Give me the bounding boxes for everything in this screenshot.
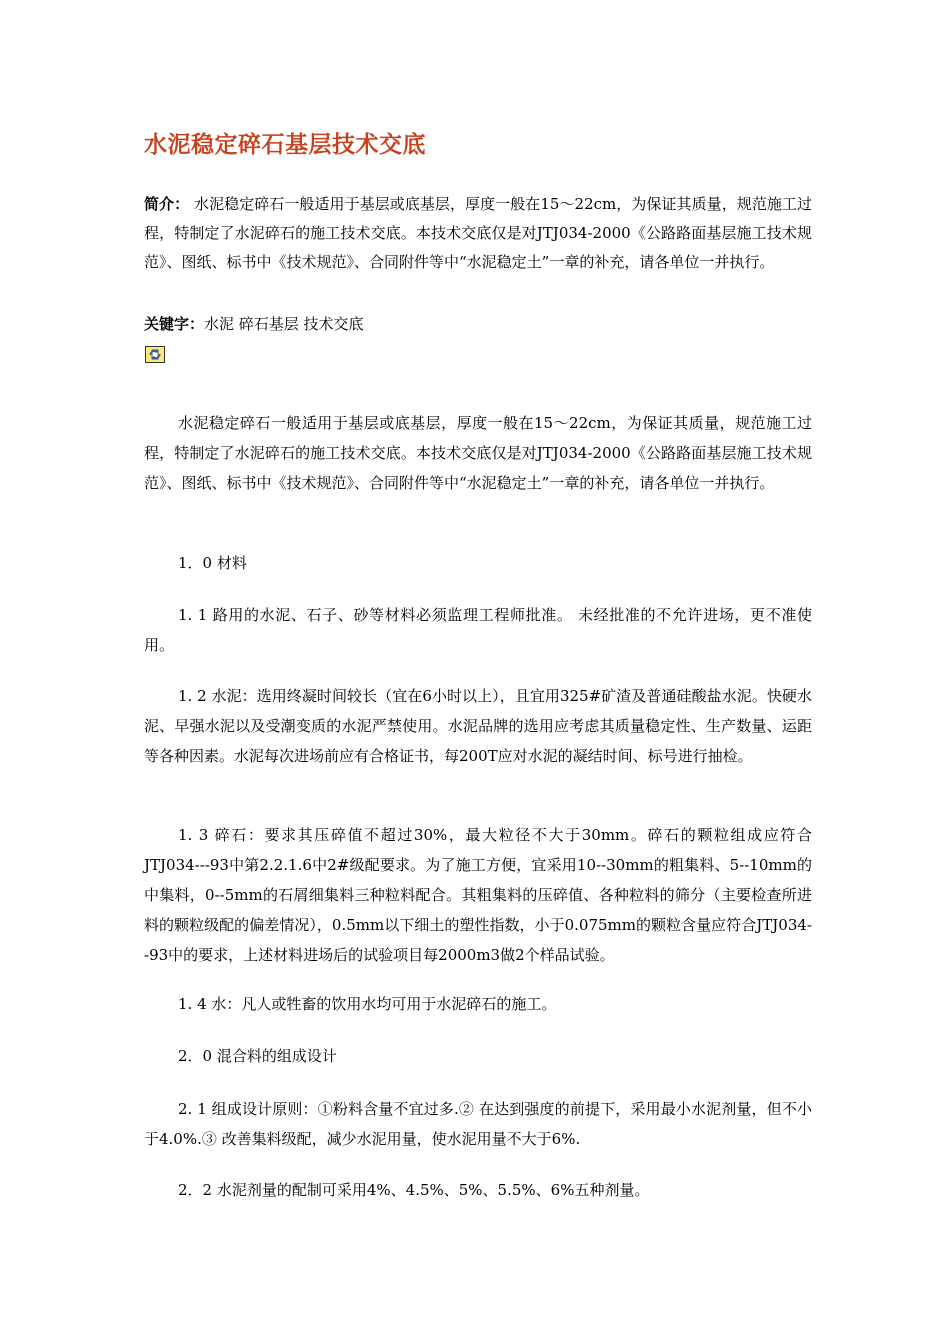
keywords — [144, 310, 812, 339]
paragraph-1-1: 1. 1 路用的水泥、石子、砂等材料必须监理工程师批准。 未经批准的不允许进场，更不准使用。 — [144, 606, 812, 654]
page-title: 水泥稳定碎石基层技术交底 — [144, 132, 426, 158]
document-link-icon[interactable] — [145, 346, 165, 363]
section-heading-materials: 1．0 材料 — [178, 554, 247, 572]
paragraph-1-3-gravel: 1. 3 碎石：要求其压碎值不超过30%，最大粒径不大于30mm。碎石的颗粒组成应符合JTJ034---93中第2.2.1.6中2#级配要求。为了施工方便，宜采用10--30mm的粗集料、5--10mm的中集料，0--5mm的石屑细集料三种粒料配合。其粗集料的压碎值、各种粒料的筛分（主要检查所进料的颗粒级配的偏差情况），0.5mm以下细土的塑性指数，小于0.075mm的颗粒含量应符合JTJ034--93中的要求，上述材料进场后的试验项目每2000m3做2个样品试验。 — [144, 826, 812, 964]
section-heading-mix-design: 2．0 混合料的组成设计 — [178, 1047, 337, 1065]
paragraph-1-2-cement: 1. 2 水泥：选用终凝时间较长（宜在6小时以上），且宜用325#矿渣及普通硅酸盐水泥。快硬水泥、早强水泥以及受潮变质的水泥严禁使用。水泥品牌的选用应考虑其质量稳定性、生产数量、运距等各种因素。水泥每次进场前应有合格证书，每200T应对水泥的凝结时间、标号进行抽检。 — [144, 687, 812, 765]
intro-paragraph: 水泥稳定碎石一般适用于基层或底基层，厚度一般在15～22cm，为保证其质量，规范施工过程，特制定了水泥碎石的施工技术交底。本技术交底仅是对JTJ034-2000《公路路面基层施工技术规范》、图纸、标书中《技术规范》、合同附件等中“水泥稳定土”一章的补充，请各单位一并执行。 — [144, 414, 812, 492]
summary-label: 简介： — [144, 195, 190, 213]
keywords-label: 关键字： — [144, 315, 205, 333]
document-link-icon-graphic — [146, 347, 164, 362]
paragraph-2-2: 2．2 水泥剂量的配制可采用4%、4.5%、5%、5.5%、6%五种剂量。 — [178, 1181, 650, 1199]
summary-text: 水泥稳定碎石一般适用于基层或底基层，厚度一般在15～22cm，为保证其质量，规范施工过程，特制定了水泥碎石的施工技术交底。本技术交底仅是对JTJ034-2000《公路路面基层施工技术规范》、图纸、标书中《技术规范》、合同附件等中“水泥稳定土”一章的补充，请各单位一并执行。 — [144, 195, 812, 271]
paragraph-1-4-water: 1. 4 水：凡人或牲畜的饮用水均可用于水泥碎石的施工。 — [178, 995, 557, 1013]
summary — [144, 190, 812, 277]
paragraph-2-1: 2. 1 组成设计原则：①粉料含量不宜过多.② 在达到强度的前提下，采用最小水泥剂量，但不小于4.0%.③ 改善集料级配，减少水泥用量，使水泥用量不大于6%. — [144, 1100, 812, 1148]
keywords-text: 水泥 碎石基层 技术交底 — [204, 315, 364, 333]
